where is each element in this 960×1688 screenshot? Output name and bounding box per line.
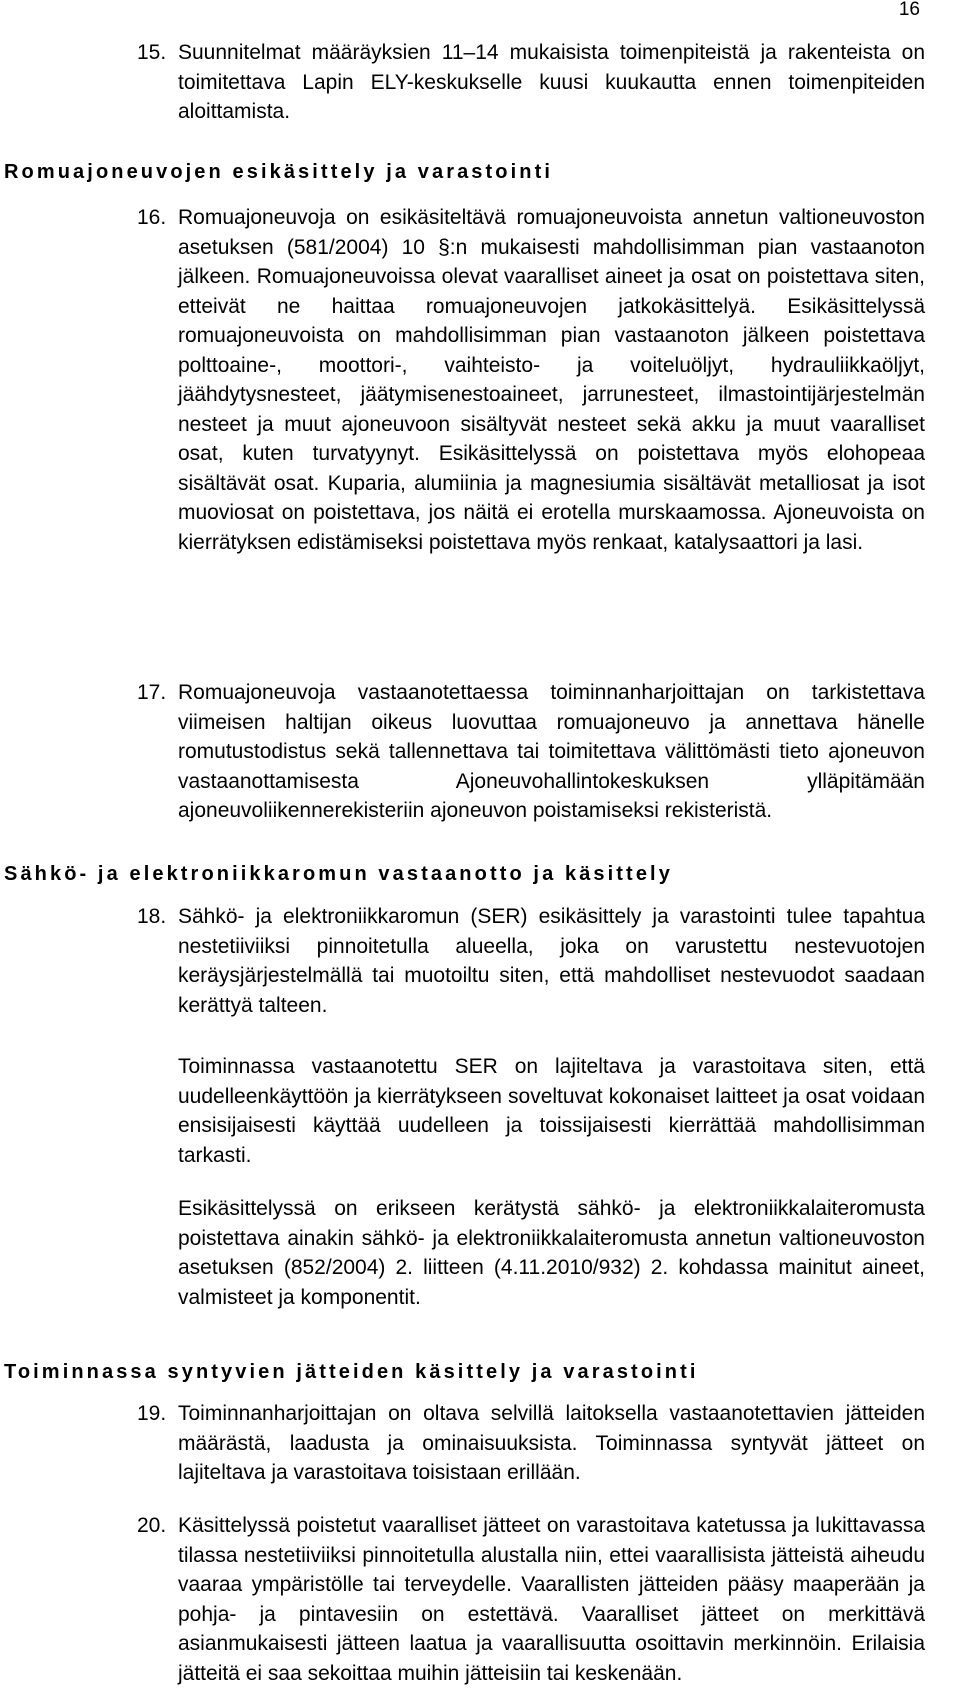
list-item-15 <box>137 38 925 127</box>
item-text: Romuajoneuvoja on esikäsiteltävä romuajoneuvoista annetun valtioneuvoston asetuksen (581/2004) 10 §:n mukaisesti mahdollisimman pian vastaanoton jälkeen. Romuajoneuvoissa olevat vaaralliset aineet ja osat on poistettava siten, etteivät ne haittaa romuajoneuvojen jatkokäsittelyä. Esikäsittelyssä romuajoneuvoista on mahdollisimman pian vastaanoton jälkeen poistettava polttoaine-, moottori-, vaihteisto- ja voiteluöljyt, hydrauliikkaöljyt, jäähdytysnesteet, jäätymisenestoaineet, jarrunesteet, ilmastointijärjestelmän nesteet ja muut ajoneuvoon sisältyvät nesteet sekä akku ja muut vaaralliset osat, kuten turvatyynyt. Esikäsittelyssä on poistettava myös elohopeaa sisältävät osat. Kuparia, alumiinia ja magnesiumia sisältävät metalliosat ja isot muoviosat on poistettava, jos näitä ei erotella murskaamossa. Ajoneuvoista on kierrätyksen edistämiseksi poistettava myös renkaat, katalysaattori ja lasi. <box>178 206 925 554</box>
item-text: Käsittelyssä poistetut vaaralliset jätteet on varastoitava katetussa ja lukittavassa tilassa nestetiiviiksi pinnoitetulla alustalla niin, ettei vaarallisista jätteistä aiheudu vaaraa ympäristölle tai terveydelle. Vaarallisten jätteiden pääsy maaperään ja pohja- ja pintavesiin on estettävä. Vaaralliset jätteet on merkittävä asianmukaisesti jätteen laatua ja vaarallisuutta osoittavin merkinnöin. Erilaisia jätteitä ei saa sekoittaa muihin jätteisiin tai keskenään. <box>178 1514 925 1685</box>
section-heading-jatteet: Toiminnassa syntyvien jätteiden käsittely ja varastointi <box>4 1361 699 1383</box>
item-number: 18. <box>137 905 167 928</box>
section-heading-ser: Sähkö- ja elektroniikkaromun vastaanotto ja käsittely <box>4 863 673 885</box>
list-item-19 <box>137 1399 925 1488</box>
item-number: 19. <box>137 1402 167 1425</box>
item-number: 15. <box>137 41 167 64</box>
item-number: 17. <box>137 681 167 704</box>
item-text: Sähkö- ja elektroniikkaromun (SER) esikäsittely ja varastointi tulee tapahtua nestetiiviiksi pinnoitetulla alueella, joka on varustettu nestevuotojen keräysjärjestelmällä tai muotoiltu siten, että mahdolliset nestevuodot saadaan kerättyä talteen. <box>178 905 925 1017</box>
item-number: 20. <box>137 1514 167 1537</box>
item-text: Romuajoneuvoja vastaanotettaessa toiminnanharjoittajan on tarkistettava viimeisen haltijan oikeus luovuttaa romuajoneuvo ja annettava hänelle romutustodistus sekä tallennettava tai toimitettava välittömästi tieto ajoneuvon vastaanottamisesta Ajoneuvohallintokeskuksen ylläpitämään ajoneuvoliikennerekisteriin ajoneuvon poistamiseksi rekisteristä. <box>178 681 925 822</box>
list-item-18 <box>137 902 925 1020</box>
paragraph-18-esikasittely: Esikäsittelyssä on erikseen kerätystä sähkö- ja elektroniikkalaiteromusta poistettava ainakin sähkö- ja elektroniikkalaiteromusta annetun valtioneuvoston asetuksen (852/2004) 2. liitteen (4.11.2010/932) 2. kohdassa mainitut aineet, valmisteet ja komponentit. <box>178 1197 925 1309</box>
list-item-20 <box>137 1511 925 1688</box>
section-heading-romuajoneuvot: Romuajoneuvojen esikäsittely ja varastointi <box>4 161 553 183</box>
item-number: 16. <box>137 206 167 229</box>
list-item-16 <box>137 203 925 557</box>
item-text: Toiminnanharjoittajan on oltava selvillä laitoksella vastaanotettavien jätteiden määrästä, laadusta ja ominaisuuksista. Toiminnassa syntyvät jätteet on lajiteltava ja varastoitava toisistaan erillään. <box>178 1402 925 1484</box>
page-number: 16 <box>898 0 920 20</box>
item-text: Suunnitelmat määräyksien 11–14 mukaisista toimenpiteistä ja rakenteista on toimitettava Lapin ELY-keskukselle kuusi kuukautta ennen toimenpiteiden aloittamista. <box>178 41 925 123</box>
paragraph-18-lajittelu: Toiminnassa vastaanotettu SER on lajiteltava ja varastoitava siten, että uudelleenkäyttöön ja kierrätykseen soveltuvat kokonaiset laitteet ja osat voidaan ensisijaisesti käyttää uudelleen ja toissijaisesti kierrättää mahdollisimman tarkasti. <box>178 1055 925 1167</box>
list-item-17 <box>137 678 925 826</box>
